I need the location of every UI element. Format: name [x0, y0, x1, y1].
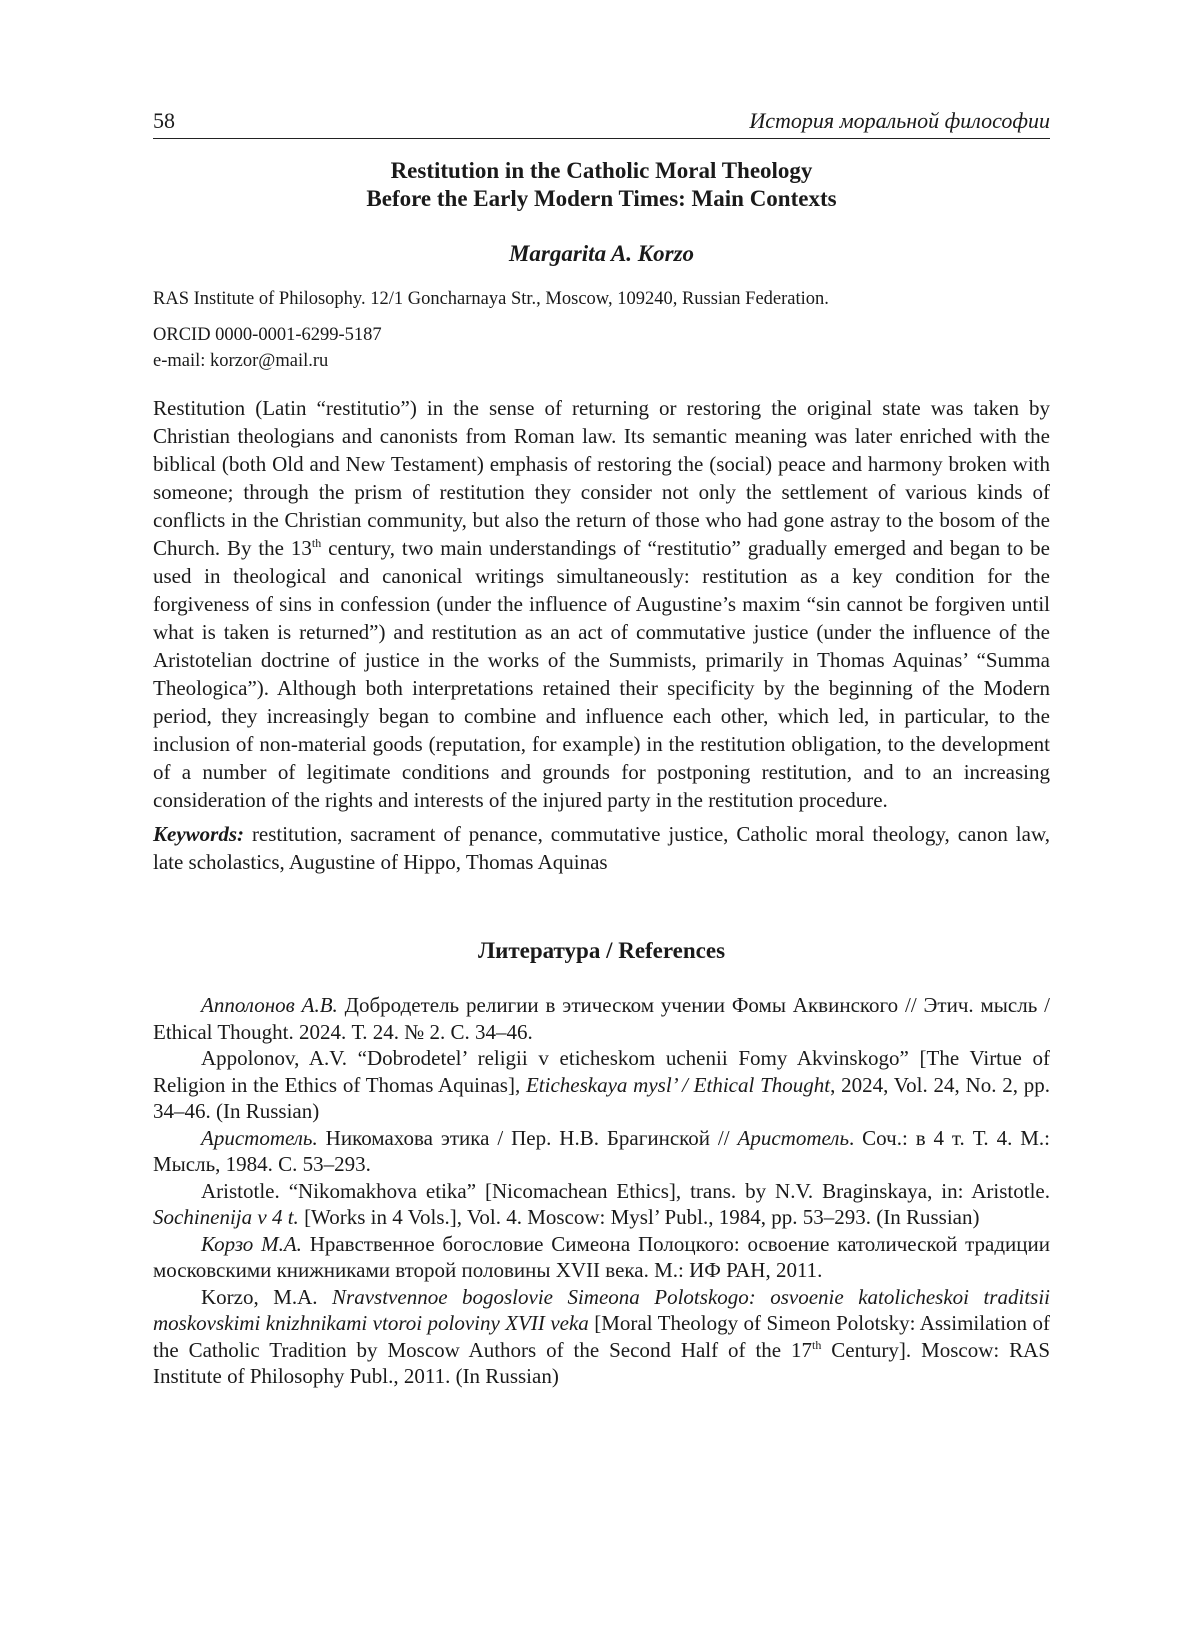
ref-text: Добродетель религии в этическом учении Фомы Аквинского // Этич. мысль / Ethical Thought. 2024. Т. 24. № 2. С. 34–46.: [153, 993, 1050, 1044]
references-heading: Литература / References: [477, 938, 726, 963]
ref-text: [Works in 4 Vols.], Vol. 4. Moscow: Mysl’ Publ., 1984, pp. 53–293. (In Russian): [298, 1205, 980, 1229]
reference-item: [153, 992, 1050, 1045]
ref-author: Корзо М.А.: [201, 1231, 302, 1256]
reference-item: [153, 1125, 1050, 1178]
page-number: 58: [153, 108, 175, 133]
ref-text: Century]. Moscow: RAS Institute of Philosophy Publ., 2011. (In Russian): [153, 1337, 1050, 1388]
reference-item: [153, 1178, 1050, 1231]
references-list: [153, 992, 1050, 1390]
running-header: [153, 100, 1050, 139]
ref-text: Korzo, M.A.: [201, 1284, 333, 1309]
ref-text: , 2024, Vol. 24, No. 2, pp. 34–46. (In Russian): [153, 1072, 1050, 1123]
ref-author: Апполонов А.В.: [201, 993, 338, 1017]
ref-text: Никомахова этика / Пер. Н.В. Брагинской //: [317, 1125, 738, 1150]
ref-work: Sochinenija v 4 t.: [153, 1205, 299, 1229]
ref-author: Аристотель: [737, 1125, 850, 1150]
keywords-label: Keywords:: [153, 822, 244, 846]
ref-text: . Соч.: в 4 т. Т. 4. М.: Мысль, 1984. С. 53–293.: [153, 1125, 1050, 1176]
title-line-2: Before the Early Modern Times: Main Contexts: [366, 186, 837, 211]
page: [153, 100, 1050, 1390]
abstract-part-1: Restitution (Latin “restitutio”) in the sense of returning or restoring the original state was taken by Christian theologians and canonists from Roman law. Its semantic meaning was later enriched with the biblical (both Old and New Testament) emphasis of restoring the (social) peace and harmony broken with someone; through the prism of restitution they consider not only the settlement of various kinds of conflicts in the Christian community, but also the return of those who had gone astray to the bosom of the Church. By the 13: [153, 396, 1050, 560]
affiliation: RAS Institute of Philosophy. 12/1 Goncharnaya Str., Moscow, 109240, Russian Federation.: [153, 289, 829, 309]
email: e-mail: korzor@mail.ru: [153, 351, 329, 371]
ref-text: Нравственное богословие Симеона Полоцкого: освоение католической традиции московскими книжниками второй половины XVII века. М.: ИФ РАН, 2011.: [153, 1231, 1051, 1282]
reference-item: [153, 1045, 1050, 1125]
ref-journal: Eticheskaya mysl’ / Ethical Thought: [525, 1072, 831, 1097]
abstract-superscript: th: [311, 536, 322, 550]
abstract-part-2: century, two main understandings of “restitutio” gradually emerged and began to be used in theological and canonical writings simultaneously: restitution as a key condition for the forgiveness of sins in confession (under the influence of Augustine’s maxim “sin cannot be forgiven until what is taken is returned”) and restitution as an act of commutative justice (under the influence of the Aristotelian doctrine of justice in the works of the Summists, primarily in Thomas Aquinas’ “Summa Theologica”). Although both interpretations retained their specificity by the beginning of the Modern period, they increasingly began to combine and influence each other, which led, in particular, to the inclusion of non-material goods (reputation, for example) in the restitution obligation, to the development of a number of legitimate conditions and grounds for postponing restitution, and to an increasing consideration of the rights and interests of the injured party in the restitution procedure.: [153, 536, 1051, 812]
abstract: [153, 394, 1050, 814]
title-line-1: Restitution in the Catholic Moral Theology: [390, 158, 813, 183]
reference-item: [153, 1284, 1050, 1390]
ref-work: Nravstvennoe bogoslovie Simeona Polotskogo: osvoenie katolicheskoi traditsii moskovskimi knizhnikami vtoroi poloviny XVII veka: [153, 1284, 1050, 1335]
ref-text: Aristotle. “Nikomakhova etika” [Nicomachean Ethics], trans. by N.V. Braginskaya, in: Aristotle.: [201, 1178, 1050, 1203]
keywords-text: restitution, sacrament of penance, commutative justice, Catholic moral theology, canon law, late scholastics, Augustine of Hippo, Thomas Aquinas: [153, 822, 1050, 874]
ref-text: Appolonov, A.V. “Dobrodetel’ religii v eticheskom uchenii Fomy Akvinskogo” [The Virtue of Religion in the Ethics of Thomas Aquinas],: [153, 1046, 1050, 1097]
reference-item: [153, 1231, 1050, 1284]
author-name: Margarita A. Korzo: [508, 241, 695, 266]
ref-author: Аристотель.: [201, 1125, 318, 1150]
contacts: [153, 322, 1050, 374]
ref-text: [Moral Theology of Simeon Polotsky: Assimilation of the Catholic Tradition by Moscow Authors of the Second Half of the 17: [153, 1311, 1050, 1362]
article-title: [153, 157, 1050, 213]
journal-title: История моральной философии: [749, 108, 1050, 133]
orcid: ORCID 0000-0001-6299-5187: [153, 325, 382, 345]
keywords: [153, 820, 1050, 876]
ref-superscript: th: [812, 1337, 822, 1352]
